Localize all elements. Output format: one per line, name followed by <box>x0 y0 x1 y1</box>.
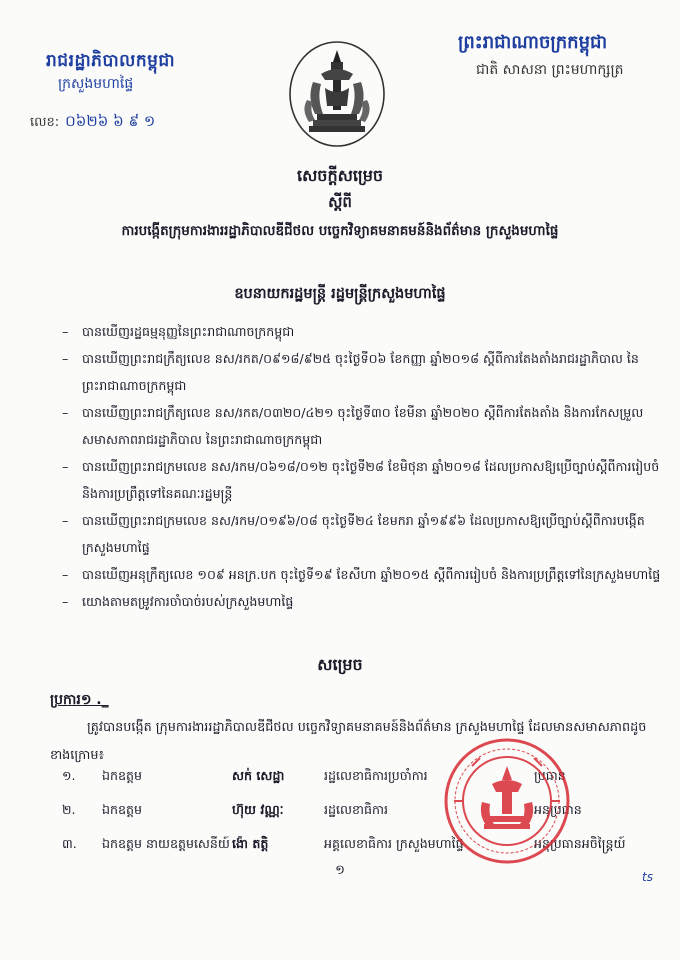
preamble-item: – បានឃើញអនុក្រឹត្យលេខ ១០៩ អនក្រ.បក ចុះថ្ងៃទី១៩ ខែសីហា ឆ្នាំ២០១៥ ស្តីពីការរៀបចំ និងការប្រព្រឹត្តទៅនៃក្រសួងមហាផ្ទៃ <box>62 561 662 588</box>
ministry-subheading: ក្រសួងមហាផ្ទៃ <box>58 76 134 92</box>
member-row <box>62 802 662 828</box>
decision-heading: សម្រេច <box>317 655 363 674</box>
member-role: អនុប្រធានអចិន្ត្រៃយ៍ <box>534 836 626 851</box>
reference-value: ០៦២៦ ៦ ៩ ១ <box>65 112 156 130</box>
official-stamp-icon <box>442 736 572 866</box>
member-title: ឯកឧត្តម នាយឧត្តមសេនីយ៍ <box>102 836 230 851</box>
national-motto: ជាតិ សាសនា ព្រះមហាក្សត្រ <box>476 62 624 78</box>
member-name: សក់ សេដ្ឋា <box>232 768 285 783</box>
member-role: ប្រធាន <box>534 768 566 783</box>
preamble-list <box>62 318 662 615</box>
article-label: ប្រការ១ ._ <box>50 692 109 708</box>
member-position: រដ្ឋលេខាធិការ <box>324 802 388 817</box>
document-type: សេចក្តីសម្រេច <box>296 166 383 185</box>
member-title: ឯកឧត្តម <box>102 768 142 783</box>
royal-emblem-icon <box>287 40 387 148</box>
ministry-heading: រាជរដ្ឋាភិបាលកម្ពុជា <box>46 51 176 71</box>
preamble-item: – យោងតាមតម្រូវការចាំបាច់របស់ក្រសួងមហាផ្ទៃ <box>62 588 662 615</box>
member-name: ង៉ោ តត្តិ <box>232 836 269 851</box>
member-row <box>62 836 662 862</box>
preamble-item: – បានឃើញព្រះរាជក្រឹត្យលេខ នស/រកត/០៩១៨/៩២៥ ចុះថ្ងៃទី០៦ ខែកញ្ញា ឆ្នាំ២០១៨ ស្តីពីការតែងតាំងរាជរដ្ឋាភិបាល នៃព្រះរាជាណាចក្រកម្ពុជា <box>62 345 662 399</box>
reference-number <box>30 112 155 134</box>
article-text: ត្រូវបានបង្កើត ក្រុមការងាររដ្ឋាភិបាលឌីជីថល បច្ចេកវិទ្យាគមនាគមន៍និងព័ត៌មាន ក្រសួងមហាផ្ទៃ ដែលមានសមាសភាពដូចខាងក្រោម៖ <box>50 720 647 763</box>
member-position: រដ្ឋលេខាធិការប្រចាំការ <box>324 768 428 783</box>
preamble-item: – បានឃើញព្រះរាជក្រឹត្យលេខ នស/រកត/០៣២០/៤២១ ចុះថ្ងៃទី៣០ ខែមីនា ឆ្នាំ២០២០ ស្តីពីការតែងតាំង និងការកែសម្រួលសមាសភាពរាជរដ្ឋាភិបាល នៃព្រះរាជាណាចក្រកម្ពុជា <box>62 399 662 453</box>
reference-label: លេខ: <box>30 114 60 130</box>
member-title: ឯកឧត្តម <box>102 802 142 817</box>
subject-prefix: ស្តីពី <box>328 193 352 211</box>
kingdom-heading: ព្រះរាជាណាចក្រកម្ពុជា <box>458 32 608 53</box>
handwritten-initials: ts <box>642 870 653 884</box>
issuing-authority: ឧបនាយករដ្ឋមន្ត្រី រដ្ឋមន្ត្រីក្រសួងមហាផ្ទៃ <box>234 286 446 302</box>
document-subject: ការបង្កើតក្រុមការងាររដ្ឋាភិបាលឌីជីថល បច្ចេកវិទ្យាគមនាគមន៍និងព័ត៌មាន ក្រសួងមហាផ្ទៃ <box>121 223 559 239</box>
member-row <box>62 768 662 794</box>
member-name: ហ៊ុយ វណ្ណៈ <box>232 802 284 817</box>
preamble-item: – បានឃើញព្រះរាជក្រមលេខ នស/រកម/០៦១៨/០១២ ចុះថ្ងៃទី២៨ ខែមិថុនា ឆ្នាំ២០១៨ ដែលប្រកាសឱ្យប្រើច្បាប់ស្តីពីការរៀបចំ និងការប្រព្រឹត្តទៅនៃគណៈរដ្ឋមន្ត្រី <box>62 453 662 507</box>
page-number: ១ <box>335 863 345 878</box>
preamble-item: – បានឃើញព្រះរាជក្រមលេខ នស/រកម/០១៩៦/០៨ ចុះថ្ងៃទី២៤ ខែមករា ឆ្នាំ១៩៩៦ ដែលប្រកាសឱ្យប្រើច្បាប់ស្តីពីការបង្កើតក្រសួងមហាផ្ទៃ <box>62 507 662 561</box>
member-role: អនុប្រធាន <box>534 802 582 817</box>
member-number: ៣. <box>62 836 77 851</box>
member-number: ១. <box>62 768 76 783</box>
preamble-item: – បានឃើញរដ្ឋធម្មនុញ្ញនៃព្រះរាជាណាចក្រកម្ពុជា <box>62 318 662 345</box>
member-position: អគ្គលេខាធិការ ក្រសួងមហាផ្ទៃ <box>324 836 464 851</box>
member-number: ២. <box>62 802 76 817</box>
